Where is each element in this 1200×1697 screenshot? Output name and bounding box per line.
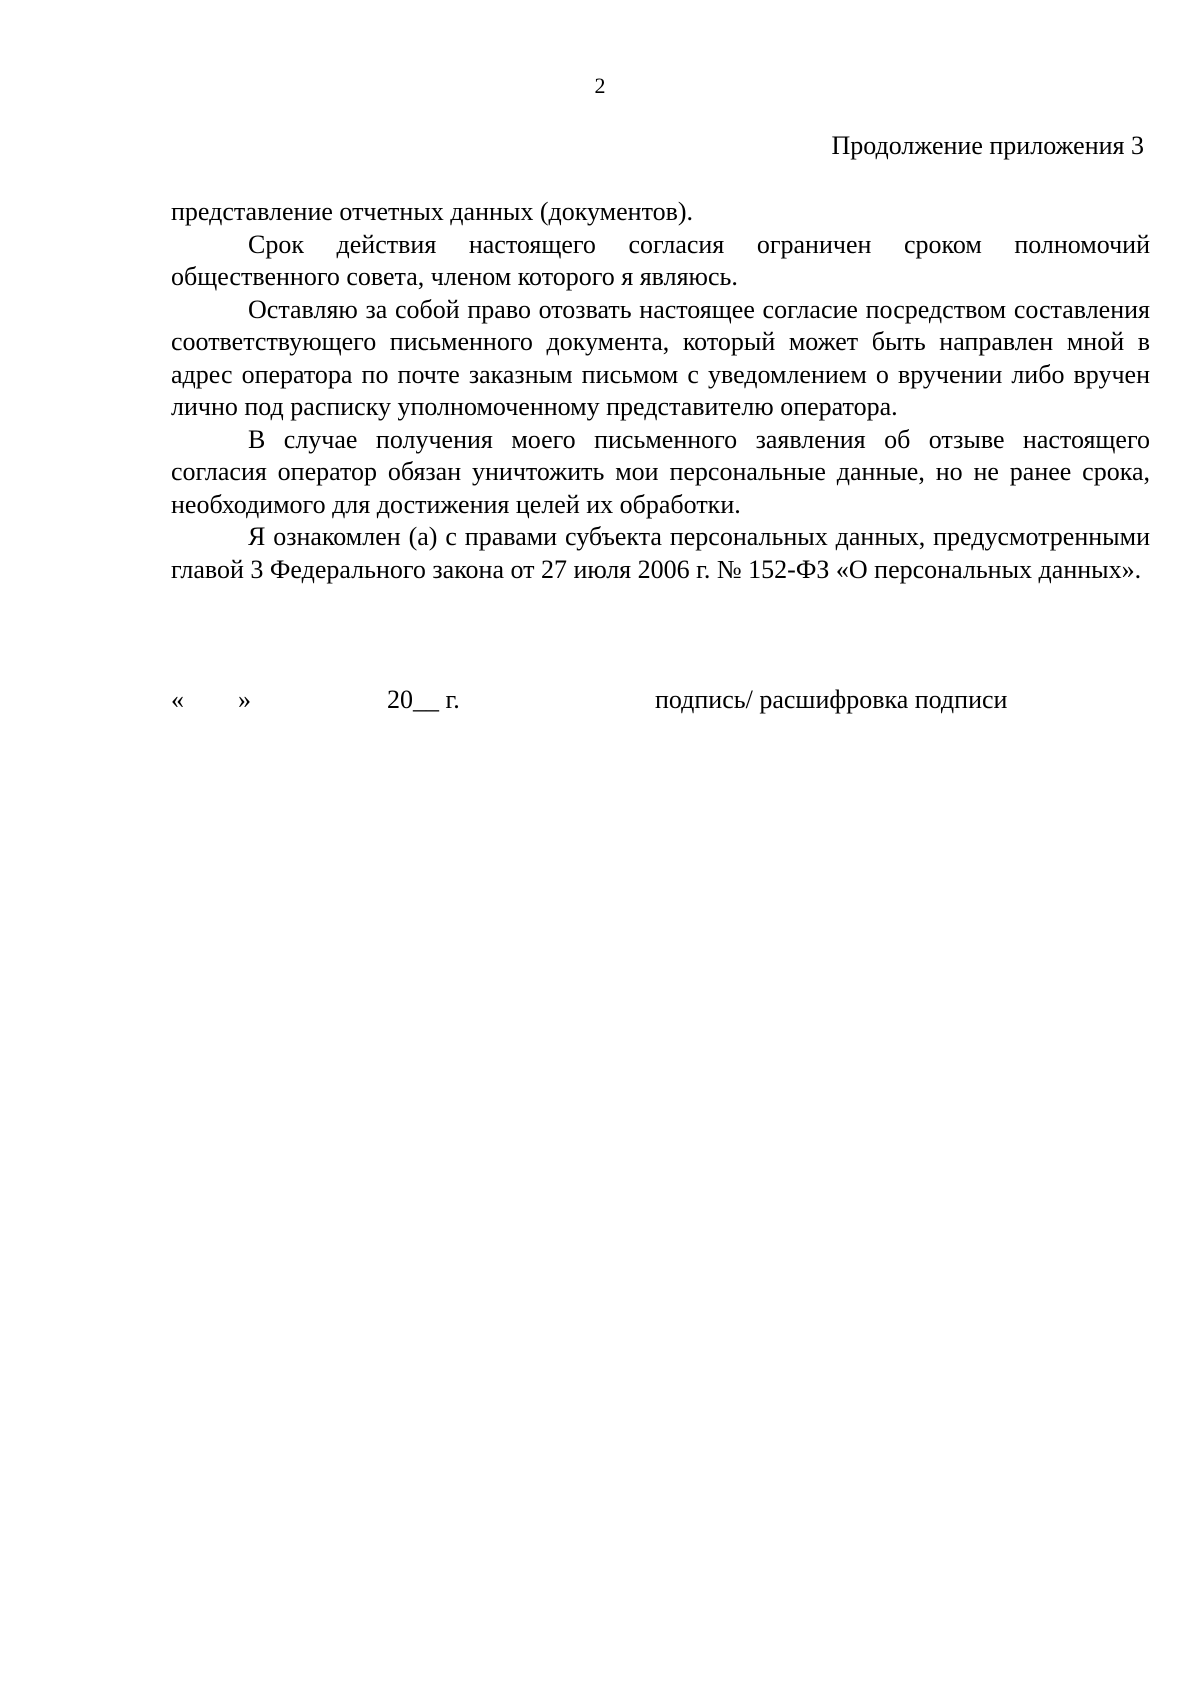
document-body	[171, 196, 1150, 586]
date-open-quote: «	[171, 685, 184, 714]
paragraph-rights-acknowledgement: Я ознакомлен (а) с правами субъекта персональных данных, предусмотренными главой 3 Федерального закона от 27 июля 2006 г. № 152-ФЗ «О персональных данных».	[171, 522, 1150, 584]
appendix-continuation-note: Продолжение приложения 3	[831, 131, 1144, 160]
paragraph-validity-term: Срок действия настоящего согласия ограничен сроком полномочий общественного совета, членом которого я являюсь.	[171, 229, 1150, 291]
signature-line	[171, 684, 1150, 716]
paragraph-withdrawal-right: Оставляю за собой право отозвать настоящее согласие посредством составления соответствующего письменного документа, который может быть направлен мной в адрес оператора по почте заказным письмом с уведомлением о вручении либо вручен лично под расписку уполномоченному представителю оператора.	[171, 294, 1150, 421]
paragraph-continuation: представление отчетных данных (документов).	[171, 197, 694, 226]
date-year: 20__ г.	[387, 685, 460, 714]
page-number: 2	[594, 73, 606, 98]
signature-caption: подпись/ расшифровка подписи	[655, 685, 1008, 714]
paragraph-data-destruction: В случае получения моего письменного заявления об отзыве настоящего согласия оператор обязан уничтожить мои персональные данные, но не ранее срока, необходимого для достижения целей их обработки.	[171, 424, 1150, 519]
date-close-quote: »	[238, 685, 251, 714]
